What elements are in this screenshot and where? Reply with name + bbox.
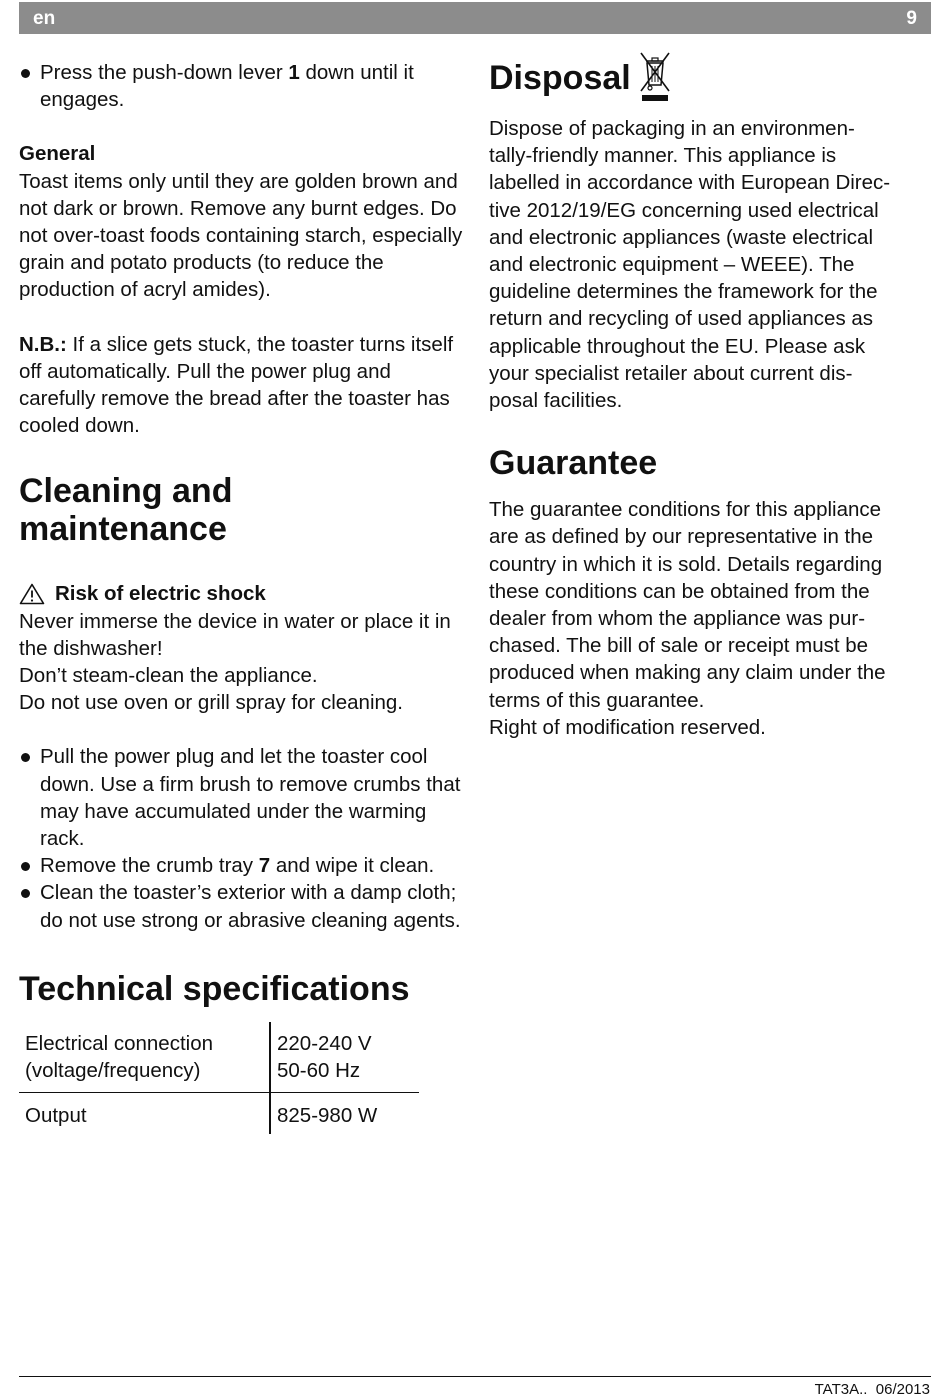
disposal-text-line: posal facilities. [489, 389, 623, 413]
table-row [19, 1022, 419, 1093]
guarantee-text-line: The guarantee conditions for this appliance [489, 498, 882, 522]
guarantee-text-line: chased. The bill of sale or receipt must be [489, 634, 869, 658]
disposal-text-line: guideline determines the framework for the [489, 280, 878, 304]
spec-key: Output [19, 1093, 270, 1135]
left-column [19, 59, 469, 1134]
disposal-heading: Disposal [489, 59, 631, 97]
guarantee-heading: Guarantee [489, 444, 658, 483]
language-label: en [33, 8, 56, 29]
guarantee-text-line: dealer from whom the appliance was pur- [489, 607, 866, 631]
warning-line: Don’t steam-clean the appliance. [19, 664, 318, 688]
guarantee-text-line: country in which it is sold. Details regarding [489, 552, 883, 576]
general-heading: General [19, 142, 96, 166]
disposal-text-line: and electronic equipment – WEEE). The [489, 253, 855, 277]
tech-specs-heading: Technical specifications [19, 969, 410, 1008]
spec-value: 825-980 W [277, 1104, 378, 1128]
disposal-text-line: and electronic appliances (waste electrical [489, 225, 874, 249]
disposal-text-line: tally-friendly manner. This appliance is [489, 144, 837, 168]
list-item: Clean the toaster’s exterior with a damp cloth; do not use strong or abrasive cleaning agents. [19, 879, 469, 933]
guarantee-text-line: terms of this guarantee. [489, 688, 705, 712]
lever-instruction-list [19, 59, 469, 113]
guarantee-text-line: Right of modification reserved. [489, 715, 766, 739]
disposal-heading-row [489, 53, 934, 103]
disposal-text-line: applicable throughout the EU. Please ask [489, 334, 866, 358]
list-item: Pull the power plug and let the toaster cool down. Use a firm brush to remove crumbs that may have accumulated under the warming rack. [19, 743, 469, 852]
cleaning-heading: Cleaning and maintenance [19, 472, 233, 549]
page-header [19, 2, 931, 34]
cleaning-steps-list [19, 743, 469, 933]
footer-divider [19, 1376, 931, 1377]
warning-heading: Risk of electric shock [19, 580, 469, 607]
disposal-text-line: tive 2012/19/EG concerning used electrical [489, 198, 879, 222]
list-item: Press the push-down lever 1 down until it engages. [19, 59, 469, 113]
guarantee-text-line: produced when making any claim under the [489, 661, 886, 685]
guarantee-text-line: these conditions can be obtained from the [489, 579, 870, 603]
disposal-text-line: Dispose of packaging in an environmen- [489, 117, 855, 140]
spec-value: 220-240 V 50-60 Hz [270, 1022, 419, 1093]
edition-date: 06/2013 [875, 1381, 930, 1398]
disposal-text-line: labelled in accordance with European Direc- [489, 171, 891, 195]
guarantee-text-line: are as defined by our representative in the [489, 525, 874, 549]
tech-specs-table [19, 1022, 419, 1135]
warning-triangle-icon [19, 583, 45, 605]
warning-line: Do not use oven or grill spray for cleaning. [19, 691, 404, 715]
warning-line: Never immerse the device in water or place it in the dishwasher! [19, 609, 451, 660]
page-number: 9 [906, 8, 917, 29]
page-footer [815, 1381, 930, 1398]
list-item: Remove the crumb tray 7 and wipe it clean. [19, 852, 469, 879]
disposal-text-line: return and recycling of used appliances as [489, 307, 874, 331]
disposal-text-line: your specialist retailer about current dis- [489, 361, 853, 385]
nb-note: N.B.: If a slice gets stuck, the toaster turns itself off automatically. Pull the power plug and carefully remove the bread after the toaster has cooled down. [19, 332, 454, 438]
model-code: TAT3A.. [814, 1381, 868, 1398]
table-row [19, 1093, 419, 1135]
spec-key: Electrical connection (voltage/frequency) [19, 1022, 270, 1093]
right-column [489, 59, 934, 741]
crossed-bin-icon [637, 51, 673, 103]
general-text: Toast items only until they are golden brown and not dark or brown. Remove any burnt edges. Do not over-toast foods containing starch, especially grain and potato products (to reduce the production of acryl amides). [19, 169, 463, 302]
